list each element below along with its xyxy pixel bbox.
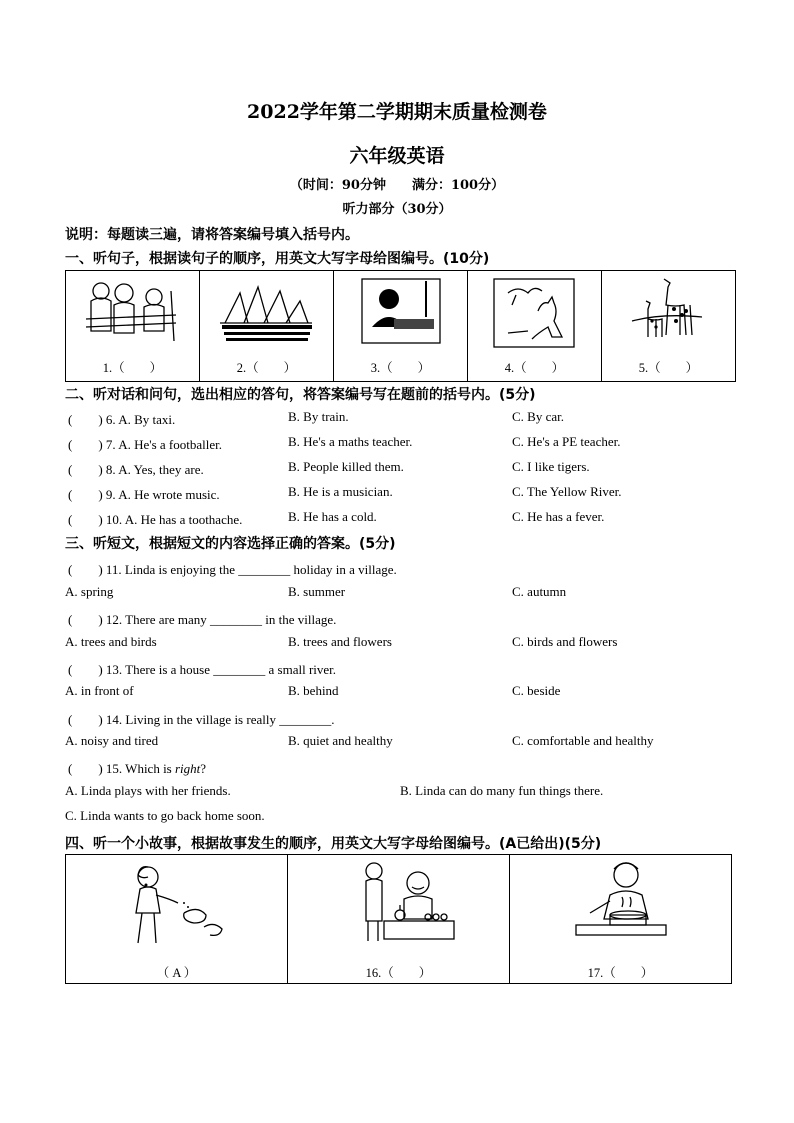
story-cell-17	[510, 855, 732, 984]
q6-option-b: B. By train.	[288, 409, 349, 424]
section2-heading: 二、听对话和问句，选出相应的答句，将答案编号写在题前的括号内。(5分)	[65, 387, 536, 403]
q8-option-c: C. I like tigers.	[512, 459, 590, 474]
q7-option-c: C. He's a PE teacher.	[512, 434, 621, 449]
picture-cell-3	[334, 271, 468, 382]
picture-cell-1	[66, 271, 200, 382]
story-caption-a: （ A ）	[156, 966, 197, 980]
shopping-at-market-illustration	[288, 855, 509, 955]
q7-stem: ( ) 7. A. He's a footballer.	[68, 437, 222, 452]
picture-cell-4	[468, 271, 602, 382]
caption-4: 4.（ ）	[504, 361, 565, 375]
caption-3: 3.（ ）	[370, 361, 431, 375]
q11-option-a: A. spring	[65, 584, 114, 599]
q9-option-c: C. The Yellow River.	[512, 484, 622, 499]
q13-option-c: C. beside	[512, 683, 561, 698]
children-at-railing-illustration	[66, 271, 199, 351]
picture-cell-2	[200, 271, 334, 382]
story-caption-16: 16.（ ）	[365, 966, 432, 980]
woman-feeding-chickens-illustration	[66, 855, 287, 955]
q10-stem: ( ) 10. A. He has a toothache.	[68, 512, 243, 527]
exam-title: 2022学年第二学期期末质量检测卷	[247, 101, 547, 123]
exam-subject: 六年级英语	[349, 145, 445, 167]
story-cell-16	[288, 855, 510, 984]
story-caption-17: 17.（ ）	[587, 966, 654, 980]
q11-stem: ( ) 11. Linda is enjoying the ________ holiday in a village.	[68, 562, 397, 577]
q13-option-a: A. in front of	[65, 683, 134, 698]
q15-stem-prefix: ( ) 15. Which is	[68, 761, 175, 776]
q15-option-c: C. Linda wants to go back home soon.	[65, 808, 265, 823]
q14-option-c: C. comfortable and healthy	[512, 733, 654, 748]
q15-stem-emphasis: right	[175, 761, 201, 776]
section3-heading: 三、听短文，根据短文的内容选择正确的答案。(5分)	[65, 536, 396, 552]
q15-stem-suffix: ?	[200, 761, 207, 776]
q13-stem: ( ) 13. There is a house ________ a small river.	[68, 662, 337, 677]
q14-stem: ( ) 14. Living in the village is really ________.	[68, 712, 335, 727]
kangaroo-illustration	[468, 271, 601, 351]
giraffes-illustration	[602, 271, 735, 351]
listening-part-label: 听力部分（30分）	[342, 202, 452, 217]
woman-cooking-illustration	[510, 855, 731, 955]
q11-option-c: C. autumn	[512, 584, 567, 599]
instruction-text: 说明：每题读三遍，请将答案编号填入括号内。	[65, 227, 359, 243]
q15-stem	[68, 758, 206, 777]
q14-option-b: B. quiet and healthy	[288, 733, 393, 748]
story-cell-a	[66, 855, 288, 984]
q6-stem: ( ) 6. A. By taxi.	[68, 412, 176, 427]
q15-option-a: A. Linda plays with her friends.	[65, 783, 231, 798]
man-at-desk-illustration	[334, 271, 467, 351]
q12-stem: ( ) 12. There are many ________ in the village.	[68, 612, 337, 627]
q12-option-c: C. birds and flowers	[512, 634, 618, 649]
section4-picture-table	[65, 854, 732, 984]
section4-heading: 四、听一个小故事，根据故事发生的顺序，用英文大写字母给图编号。(A已给出)(5分)	[65, 836, 602, 852]
caption-2: 2.（ ）	[236, 361, 297, 375]
picture-cell-5	[602, 271, 736, 382]
sydney-opera-house-illustration	[200, 271, 333, 351]
section1-picture-table	[65, 270, 736, 382]
q9-stem: ( ) 9. A. He wrote music.	[68, 487, 220, 502]
q10-option-b: B. He has a cold.	[288, 509, 377, 524]
caption-1: 1.（ ）	[102, 361, 163, 375]
q8-option-b: B. People killed them.	[288, 459, 404, 474]
q15-option-b: B. Linda can do many fun things there.	[400, 783, 604, 798]
q12-option-b: B. trees and flowers	[288, 634, 392, 649]
time-score-line: （时间：90分钟 满分：100分）	[289, 178, 505, 193]
q9-option-b: B. He is a musician.	[288, 484, 393, 499]
q6-option-c: C. By car.	[512, 409, 564, 424]
q13-option-b: B. behind	[288, 683, 339, 698]
q10-option-c: C. He has a fever.	[512, 509, 605, 524]
q12-option-a: A. trees and birds	[65, 634, 157, 649]
q7-option-b: B. He's a maths teacher.	[288, 434, 413, 449]
section1-heading: 一、听句子，根据读句子的顺序，用英文大写字母给图编号。(10分)	[65, 251, 490, 267]
caption-5: 5.（ ）	[638, 361, 699, 375]
q8-stem: ( ) 8. A. Yes, they are.	[68, 462, 204, 477]
q11-option-b: B. summer	[288, 584, 346, 599]
q14-option-a: A. noisy and tired	[65, 733, 159, 748]
